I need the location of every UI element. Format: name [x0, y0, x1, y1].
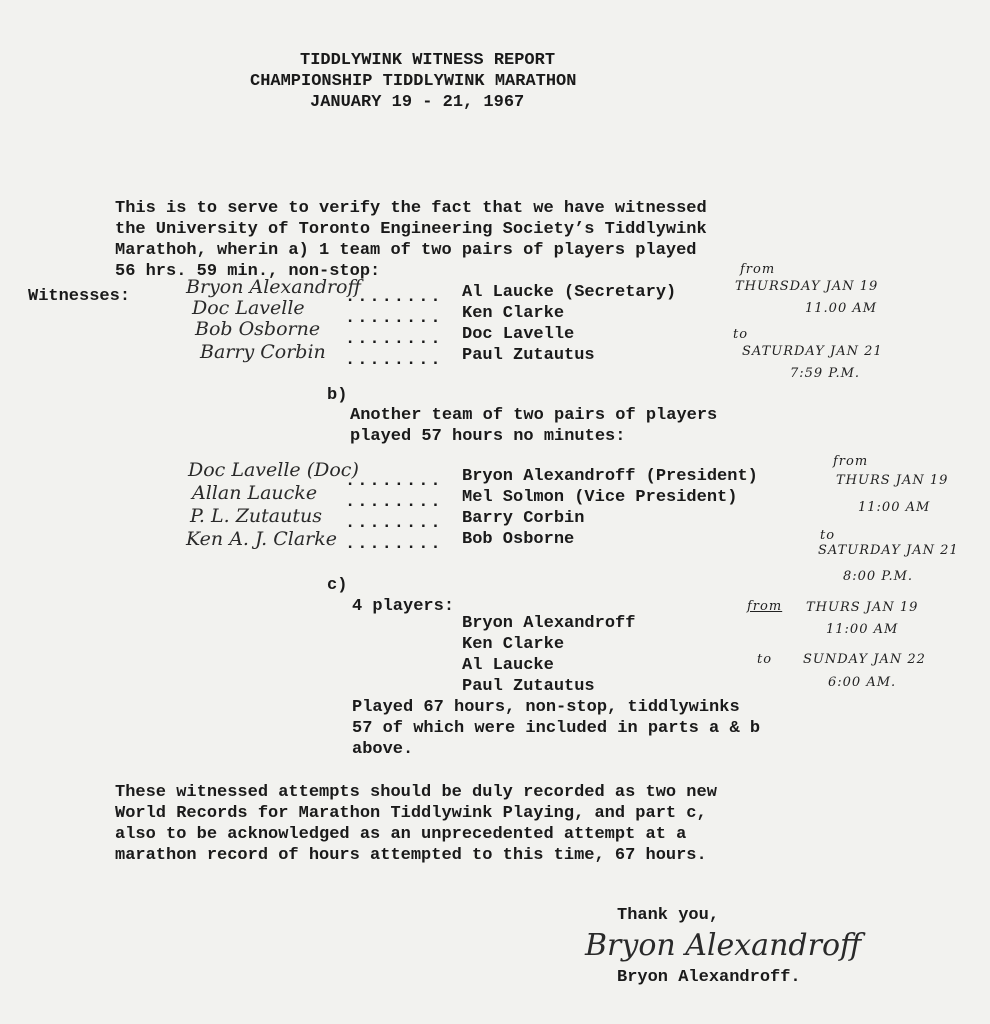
section-c-players-label: 4 players:	[352, 597, 455, 616]
signature-dots: ........	[345, 351, 443, 370]
section-b-label: b)	[327, 386, 348, 405]
witness-name: Ken Clarke	[462, 304, 565, 323]
player-name: Paul Zutautus	[462, 677, 595, 696]
player-name: Al Laucke	[462, 656, 554, 675]
witness-name: Al Laucke (Secretary)	[462, 283, 677, 302]
intro-line-2: the University of Toronto Engineering Society’s Tiddlywink	[115, 220, 707, 239]
witness-signature: Barry Corbin	[200, 341, 326, 363]
signature-dots: ........	[345, 288, 443, 307]
title-line-2: CHAMPIONSHIP TIDDLYWINK MARATHON	[250, 72, 577, 91]
section-b-desc-2: played 57 hours no minutes:	[350, 427, 626, 446]
witness-name: Doc Lavelle	[462, 325, 575, 344]
section-c-summary-1: Played 67 hours, non-stop, tiddlywinks	[352, 698, 740, 717]
section-c-summary-3: above.	[352, 740, 414, 759]
handwritten-signature: Bryon Alexandroff	[585, 928, 862, 963]
signature-dots: ........	[345, 514, 443, 533]
note-from-word: from	[747, 599, 783, 614]
intro-line-3: Marathoh, wherin a) 1 team of two pairs of players played	[115, 241, 697, 260]
witness-name: Paul Zutautus	[462, 346, 595, 365]
note-from-day: THURS JAN 19	[806, 600, 919, 615]
witness-signature: Bob Osborne	[195, 318, 321, 340]
note-from-word: from	[833, 454, 869, 469]
note-from-day: THURSDAY JAN 19	[735, 279, 879, 294]
player-name: Ken Clarke	[462, 635, 565, 654]
section-c-summary-2: 57 of which were included in parts a & b	[352, 719, 761, 738]
section-c-label: c)	[327, 576, 348, 595]
closing-line-1: These witnessed attempts should be duly recorded as two new	[115, 783, 717, 802]
note-to-word: to	[820, 528, 836, 543]
typed-signature-name: Bryon Alexandroff.	[617, 968, 801, 987]
closing-line-4: marathon record of hours attempted to this time, 67 hours.	[115, 846, 707, 865]
note-from-word: from	[740, 262, 776, 277]
signature-dots: ........	[345, 472, 443, 491]
title-line-1: TIDDLYWINK WITNESS REPORT	[300, 51, 556, 70]
note-to-word: to	[733, 327, 749, 342]
note-from-time: 11:00 AM	[826, 622, 899, 637]
signature-dots: ........	[345, 535, 443, 554]
note-from-day: THURS JAN 19	[836, 473, 949, 488]
witness-signature: Ken A. J. Clarke	[186, 528, 338, 550]
note-from-time: 11:00 AM	[858, 500, 931, 515]
witness-signature: Bryon Alexandroff	[186, 276, 361, 298]
signature-dots: ........	[345, 330, 443, 349]
signature-dots: ........	[345, 309, 443, 328]
title-line-3: JANUARY 19 - 21, 1967	[310, 93, 525, 112]
note-to-day: SATURDAY JAN 21	[818, 543, 959, 558]
witness-name: Mel Solmon (Vice President)	[462, 488, 738, 507]
note-to-word: to	[757, 652, 773, 667]
thank-you: Thank you,	[617, 906, 720, 925]
closing-line-3: also to be acknowledged as an unprecedented attempt at a	[115, 825, 687, 844]
closing-line-2: World Records for Marathon Tiddlywink Playing, and part c,	[115, 804, 707, 823]
witness-signature: Doc Lavelle (Doc)	[188, 459, 359, 481]
signature-dots: ........	[345, 493, 443, 512]
note-to-time: 8:00 P.M.	[843, 569, 914, 584]
player-name: Bryon Alexandroff	[462, 614, 636, 633]
intro-line-1: This is to serve to verify the fact that we have witnessed	[115, 199, 707, 218]
witness-signature: Doc Lavelle	[192, 297, 305, 319]
witness-name: Bryon Alexandroff (President)	[462, 467, 758, 486]
witness-name: Barry Corbin	[462, 509, 585, 528]
note-from-time: 11.00 AM	[805, 301, 878, 316]
witness-name: Bob Osborne	[462, 530, 575, 549]
note-to-day: SATURDAY JAN 21	[742, 344, 883, 359]
section-b-desc-1: Another team of two pairs of players	[350, 406, 718, 425]
witnesses-label: Witnesses:	[28, 287, 131, 306]
witness-signature: Allan Laucke	[192, 482, 318, 504]
intro-line-4: 56 hrs. 59 min., non-stop:	[115, 262, 381, 281]
note-to-time: 7:59 P.M.	[790, 366, 861, 381]
witness-signature: P. L. Zutautus	[190, 505, 322, 527]
note-to-day: SUNDAY JAN 22	[803, 652, 926, 667]
note-to-time: 6:00 AM.	[828, 675, 897, 690]
